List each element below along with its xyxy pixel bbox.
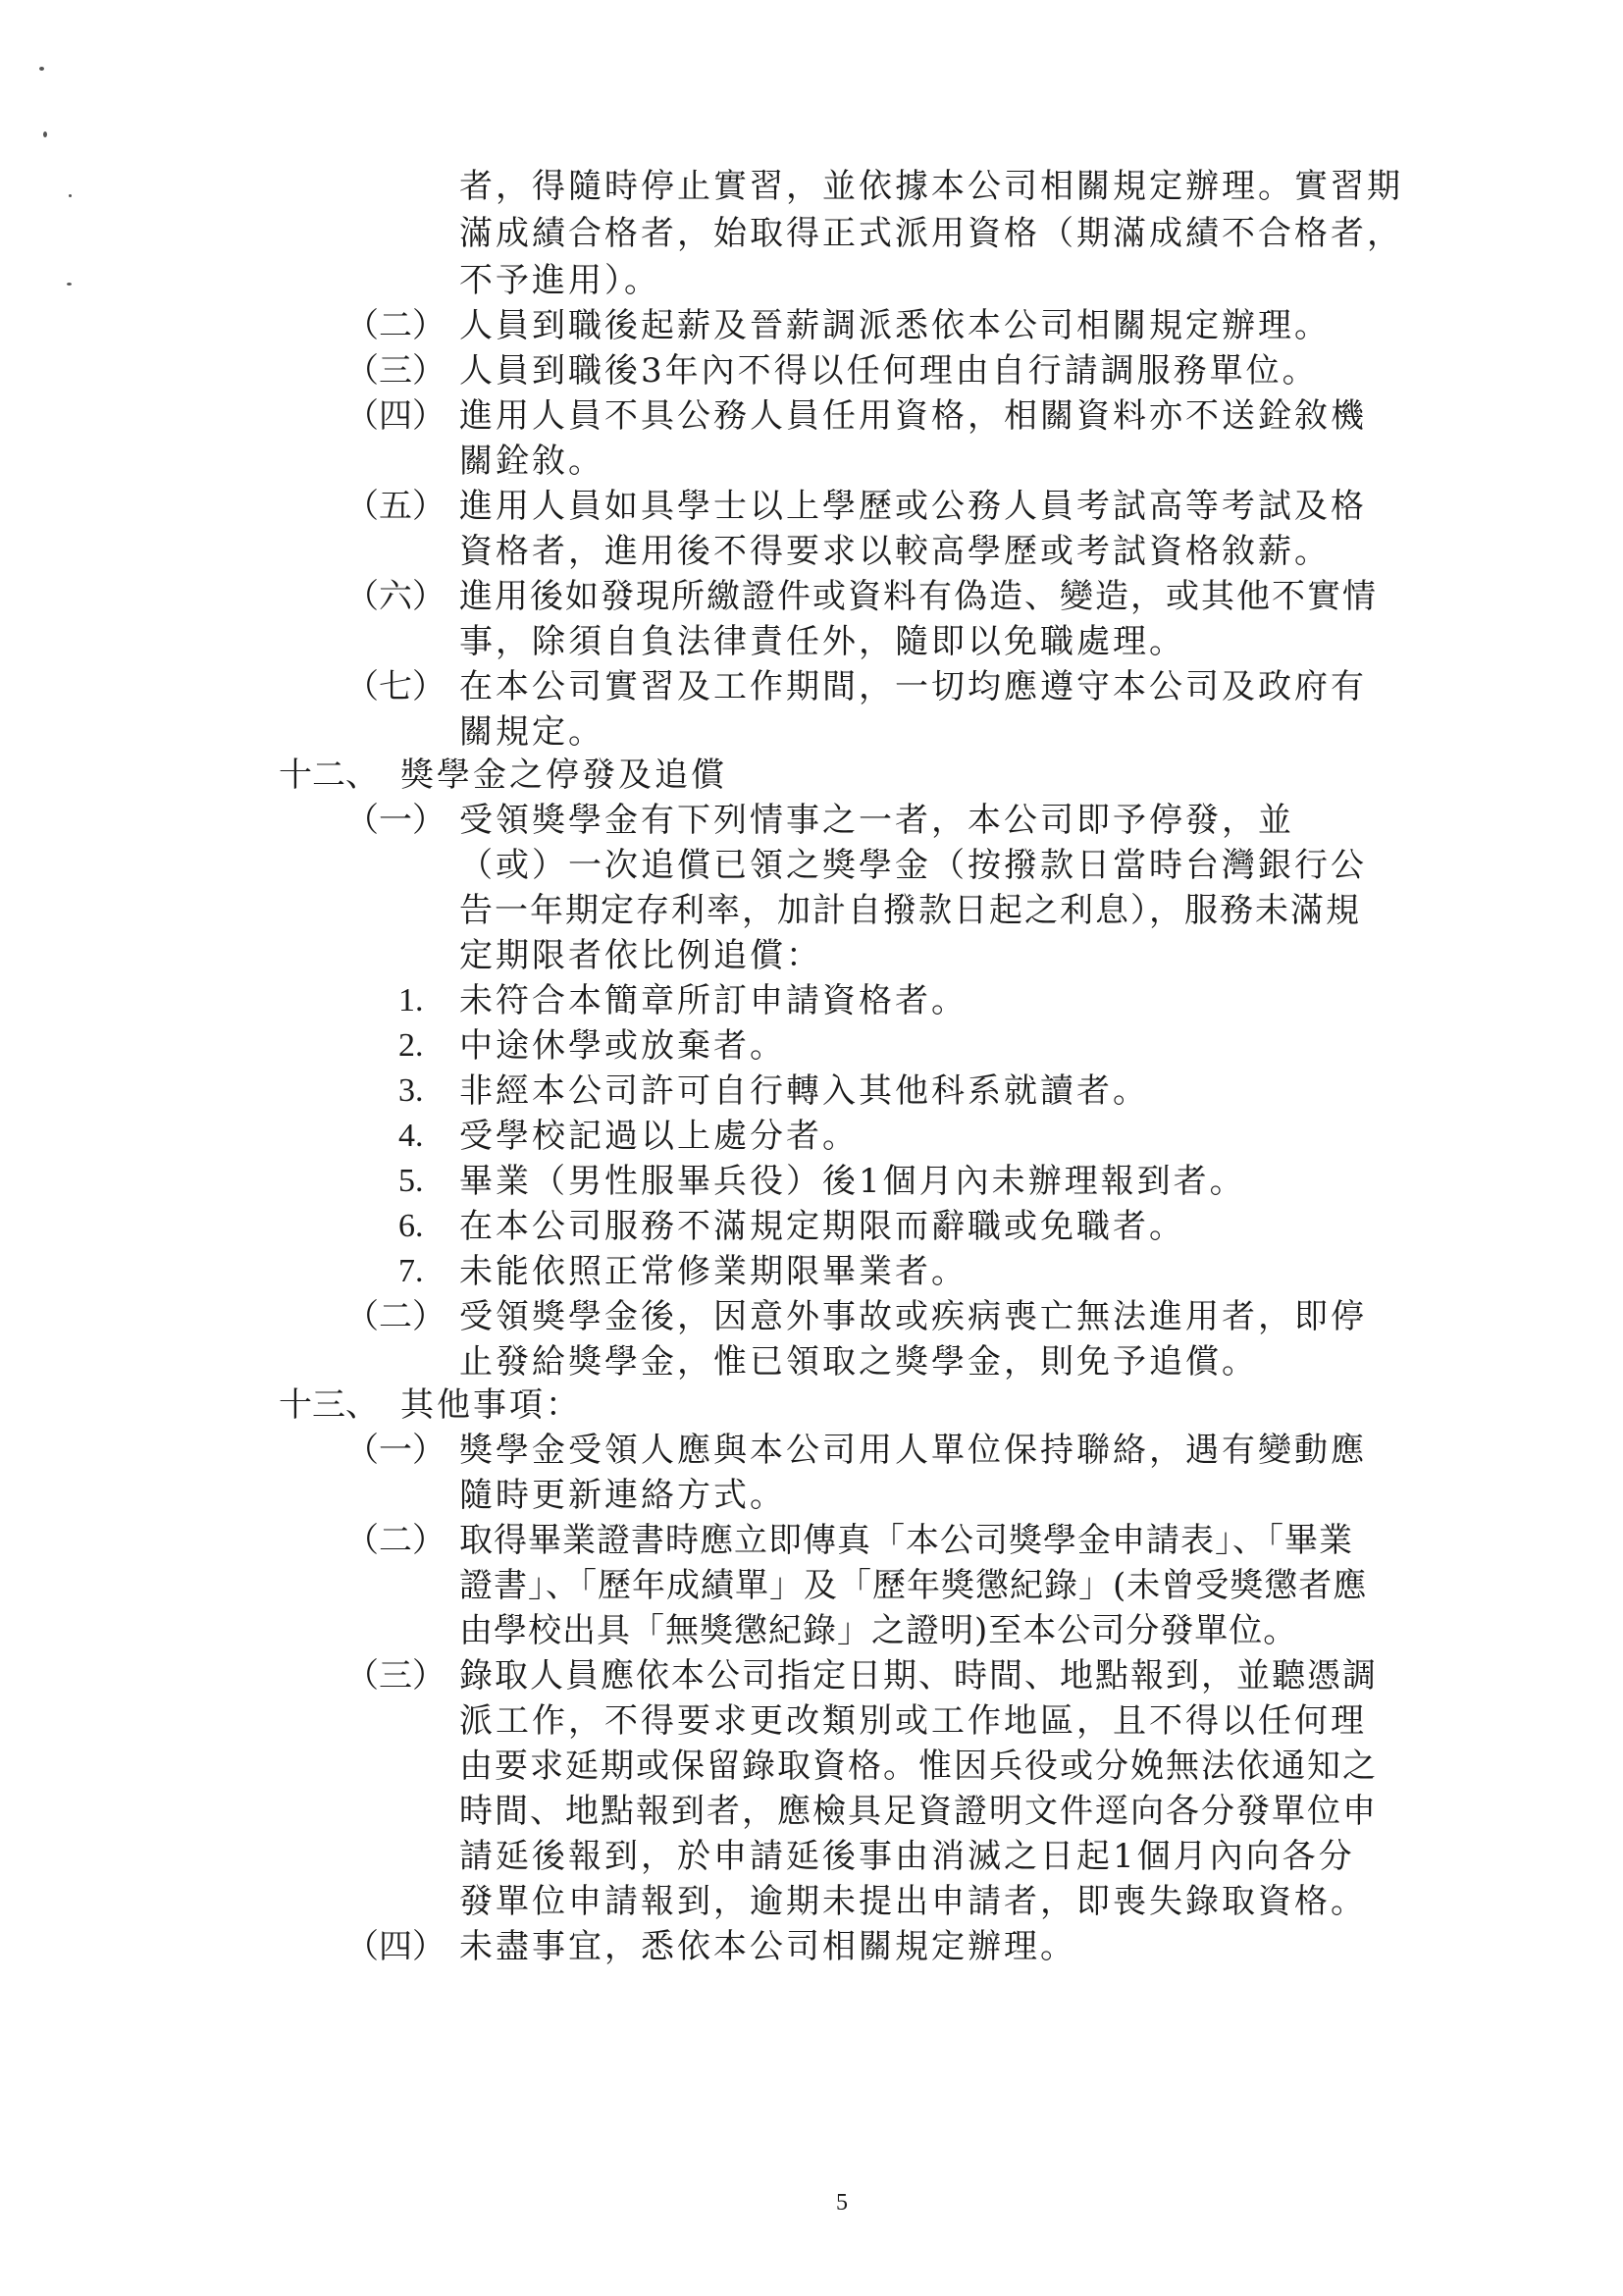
- item-label: （四）: [345, 1927, 445, 1966]
- text-line: 關銓敘。: [459, 442, 604, 481]
- list-item-text: 未能依照正常修業期限畢業者。: [459, 1252, 968, 1291]
- text-line: 進用人員不具公務人員任用資格，相關資料亦不送銓敘機: [459, 396, 1367, 436]
- text-line: 告一年期定存利率，加計自撥款日起之利息），服務未滿規: [459, 891, 1361, 930]
- list-number: 4.: [398, 1118, 424, 1154]
- text-line: 未盡事宜，悉依本公司相關規定辦理。: [459, 1927, 1076, 1966]
- item-label: （一）: [345, 801, 445, 840]
- scan-speck: [39, 67, 44, 71]
- list-number: 2.: [398, 1027, 424, 1064]
- text-line: 進用後如發現所繳證件或資料有偽造、變造，或其他不實情: [459, 577, 1378, 616]
- text-line: 定期限者依比例追償：: [459, 936, 822, 975]
- text-line: （或）一次追償已領之獎學金（按撥款日當時台灣銀行公: [459, 846, 1367, 885]
- item-label: （二）: [345, 306, 445, 345]
- list-item-text: 中途休學或放棄者。: [459, 1026, 786, 1066]
- list-item-text: 未符合本簡章所訂申請資格者。: [459, 981, 968, 1020]
- page-number: 5: [836, 2190, 848, 2216]
- section-number: 十二、: [279, 756, 379, 795]
- scan-speck: [69, 194, 72, 197]
- item-label: （三）: [345, 351, 445, 391]
- text-line: 在本公司實習及工作期間，一切均應遵守本公司及政府有: [459, 667, 1367, 706]
- text-line: 事，除須自負法律責任外，隨即以免職處理。: [459, 622, 1185, 661]
- item-label: （七）: [345, 667, 445, 706]
- text-line: 請延後報到，於申請延後事由消滅之日起1個月內向各分: [459, 1837, 1355, 1876]
- scan-speck: [43, 131, 47, 137]
- section-heading: 其他事項：: [400, 1385, 582, 1425]
- section-heading: 獎學金之停發及追償: [400, 756, 727, 795]
- text-line: 證書」、「歷年成績單」及「歷年獎懲紀錄」(未曾受獎懲者應: [459, 1566, 1368, 1605]
- list-item-text: 受學校記過以上處分者。: [459, 1117, 859, 1156]
- scan-speck: [67, 283, 72, 286]
- list-item-text: 在本公司服務不滿規定期限而辭職或免職者。: [459, 1207, 1185, 1246]
- text-line: 人員到職後3年內不得以任何理由自行請調服務單位。: [459, 351, 1319, 391]
- text-line: 受領獎學金有下列情事之一者，本公司即予停發，並: [459, 801, 1294, 840]
- list-item-text: 非經本公司許可自行轉入其他科系就讀者。: [459, 1071, 1149, 1111]
- item-label: （二）: [345, 1297, 445, 1336]
- text-line: 錄取人員應依本公司指定日期、時間、地點報到，並聽憑調: [459, 1656, 1378, 1696]
- text-line: 時間、地點報到者，應檢具足資證明文件逕向各分發單位申: [459, 1792, 1378, 1831]
- text-line: 關規定。: [459, 712, 604, 752]
- text-line: 不予進用）。: [459, 261, 660, 300]
- text-line: 獎學金受領人應與本公司用人單位保持聯絡，遇有變動應: [459, 1431, 1367, 1470]
- text-line: 派工作，不得要求更改類別或工作地區，且不得以任何理: [459, 1701, 1367, 1741]
- text-line: 止發給獎學金，惟已領取之獎學金，則免予追償。: [459, 1342, 1258, 1382]
- text-line: 資格者，進用後不得要求以較高學歷或考試資格敘薪。: [459, 532, 1331, 571]
- text-line: 進用人員如具學士以上學歷或公務人員考試高等考試及格: [459, 487, 1367, 526]
- item-label: （六）: [345, 577, 445, 616]
- text-line: 由學校出具「無獎懲紀錄」之證明)至本公司分發單位。: [459, 1611, 1298, 1650]
- text-line: 由要求延期或保留錄取資格。惟因兵役或分娩無法依通知之: [459, 1747, 1378, 1786]
- text-line: 取得畢業證書時應立即傳真「本公司獎學金申請表」、「畢業: [459, 1521, 1353, 1560]
- item-label: （二）: [345, 1521, 445, 1560]
- item-label: （一）: [345, 1431, 445, 1470]
- text-line: 發單位申請報到，逾期未提出申請者，即喪失錄取資格。: [459, 1882, 1367, 1921]
- section-number: 十三、: [279, 1385, 379, 1425]
- item-label: （四）: [345, 396, 445, 436]
- item-label: （三）: [345, 1656, 445, 1696]
- list-item-text: 畢業（男性服畢兵役）後1個月內未辦理報到者。: [459, 1162, 1246, 1201]
- item-label: （五）: [345, 487, 445, 526]
- text-line: 人員到職後起薪及晉薪調派悉依本公司相關規定辦理。: [459, 306, 1331, 345]
- text-line: 隨時更新連絡方式。: [459, 1476, 786, 1515]
- list-number: 1.: [398, 982, 424, 1018]
- text-line: 者，得隨時停止實習，並依據本公司相關規定辦理。實習期: [459, 167, 1403, 206]
- list-number: 5.: [398, 1163, 424, 1199]
- list-number: 7.: [398, 1253, 424, 1289]
- text-line: 滿成績合格者，始取得正式派用資格（期滿成績不合格者，: [459, 214, 1403, 253]
- list-number: 3.: [398, 1072, 424, 1109]
- list-number: 6.: [398, 1208, 424, 1244]
- text-line: 受領獎學金後，因意外事故或疾病喪亡無法進用者，即停: [459, 1297, 1367, 1336]
